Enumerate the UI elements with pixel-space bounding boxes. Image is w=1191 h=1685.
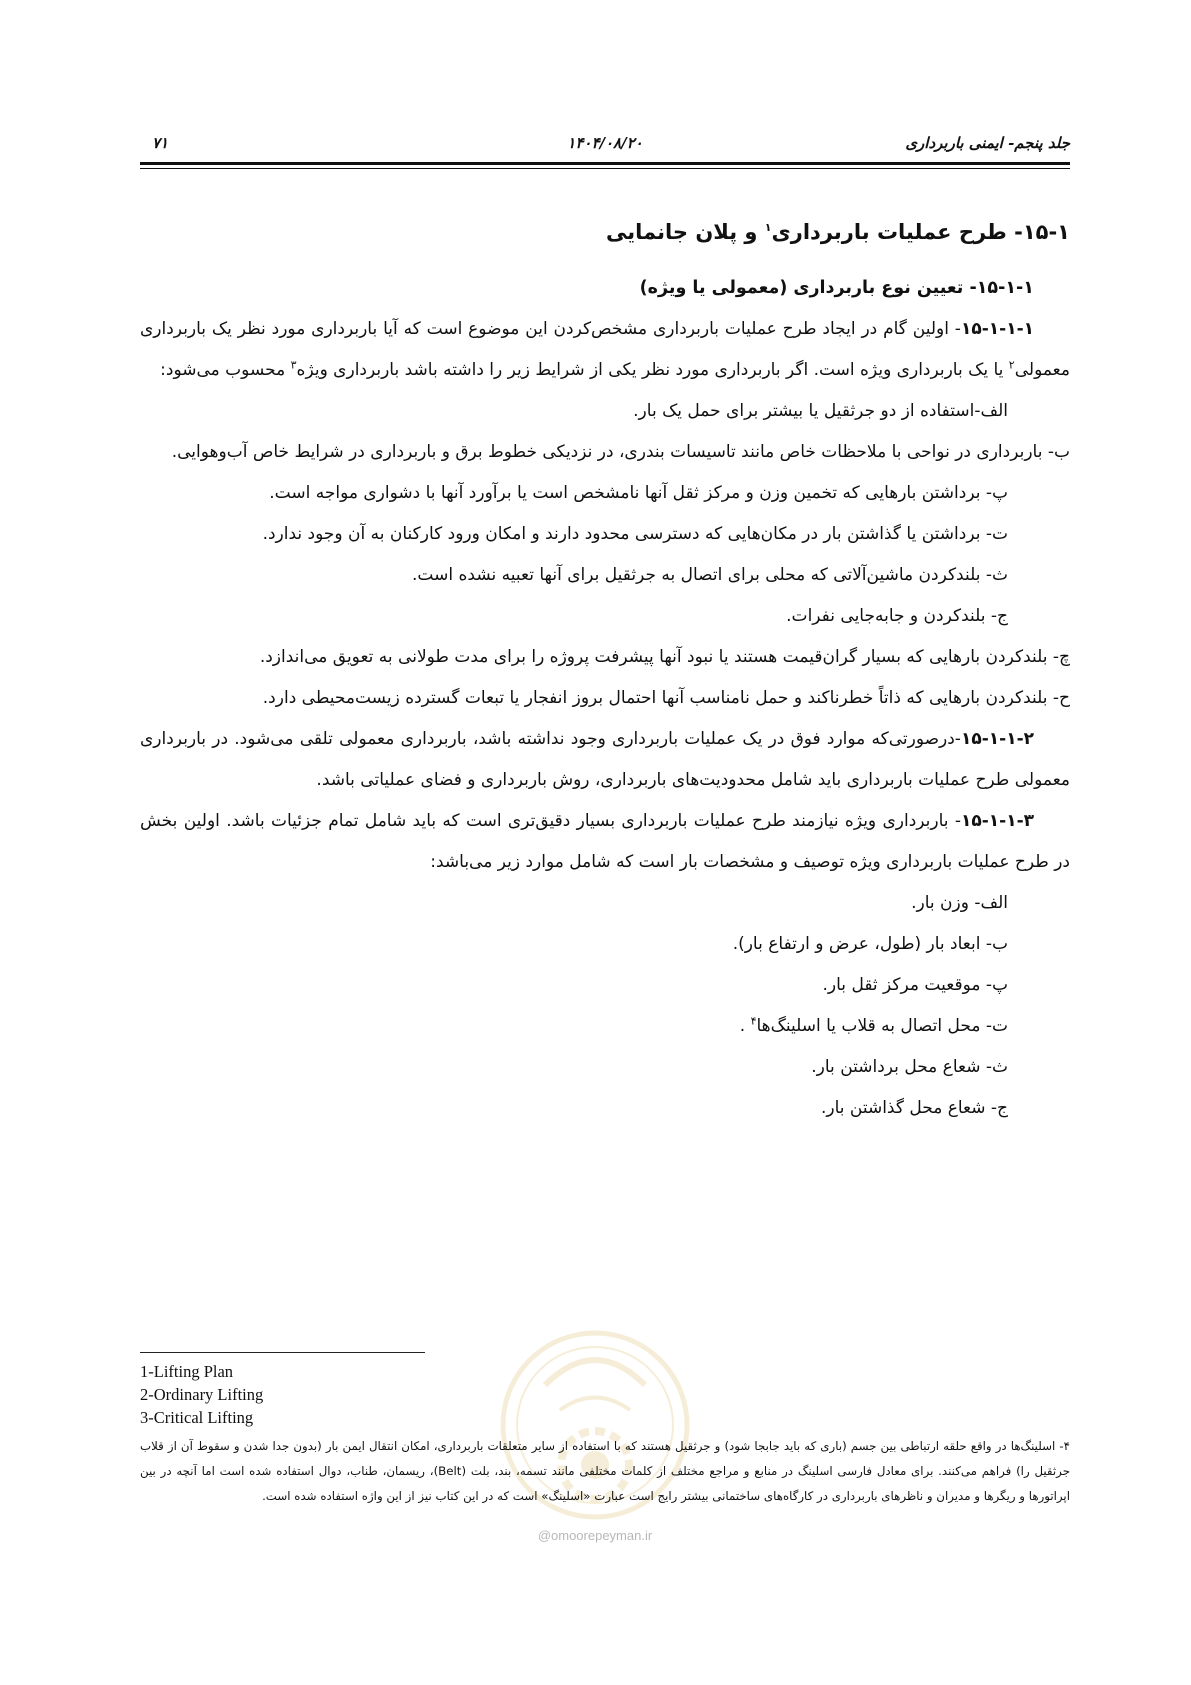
book-title: جلد پنجم- ایمنی باربرداری: [905, 134, 1070, 152]
footnote-ref-2[interactable]: ۲: [1008, 358, 1015, 372]
list-item: پ- موقعیت مرکز ثقل بار.: [822, 975, 1008, 995]
page-number: ۷۱: [152, 134, 169, 152]
footnote-ref-4[interactable]: ۴: [750, 1014, 757, 1028]
list-item: چ- بلندکردن بارهایی که بسیار گران‌قیمت هستند یا نبود آنها پیشرفت پروژه را برای مدت طولانی به تعویق می‌اندازد.: [259, 647, 1070, 667]
footnote-4: ۴- اسلینگ‌ها در واقع حلقه ارتباطی بین جسم (باری که باید جابجا شود) و جرثقیل هستند که با استفاده از سایر متعلقات باربرداری، امکان انتقال ایمن بار (بدون جدا شدن و سقوط آن از قلاب جرثقیل را) فراهم می‌کنند. برای معادل فارسی اسلینگ در منابع و مراجع مختلف از کلمات مختلفی مانند تسمه، بند، بلت (Belt)، ریسمان، طناب، دوال استفاده شده است اما آنچه در بین اپراتورها و ریگرها و مدیران و ناظرهای باربرداری در کارگاه‌های ساختمانی بیشتر رایج است عبارت «اسلینگ» است که در این کتاب نیز از این واژه استفاده شده است.: [140, 1439, 1070, 1503]
watermark-url: @omoorepeyman.ir: [537, 1528, 653, 1543]
paragraph-3: ۱۵-۱-۱-۳- باربرداری ویژه نیازمند طرح عملیات باربرداری بسیار دقیق‌تری است که باید شامل تمام جزئیات باشد. اولین بخش در طرح عملیات باربرداری ویژه توصیف و مشخصات بار است که شامل موارد زیر می‌باشد:: [140, 811, 1070, 872]
footnote-ref-1[interactable]: ۱: [764, 221, 772, 234]
list-item: الف-استفاده از دو جرثقیل یا بیشتر برای حمل یک بار.: [633, 401, 1008, 421]
list-item: الف- وزن بار.: [911, 893, 1008, 913]
list-item: ح- بلندکردن بارهایی که ذاتاً خطرناکند و حمل نامناسب آنها احتمال بروز انفجار یا تبعات گسترده زیست‌محیطی دارد.: [262, 688, 1070, 708]
header-date: ۱۴۰۴/۰۸/۲۰: [567, 134, 643, 152]
paragraph-1-number: ۱۵-۱-۱-۱: [960, 319, 1034, 339]
footnotes-english: [140, 1360, 540, 1429]
list-item: ب- ابعاد بار (طول، عرض و ارتفاع بار).: [732, 934, 1008, 954]
paragraph-3-number: ۱۵-۱-۱-۳: [960, 811, 1034, 831]
list-item: ج- بلندکردن و جابه‌جایی نفرات.: [786, 606, 1008, 626]
list-item: ج- شعاع محل گذاشتن بار.: [820, 1098, 1008, 1118]
list-item: ث- بلندکردن ماشین‌آلاتی که محلی برای اتصال به جرثقیل برای آنها تعبیه نشده است.: [412, 565, 1008, 585]
footnote-1: 1-Lifting Plan: [140, 1362, 234, 1381]
page-header: [140, 128, 1070, 158]
list-item: ت- برداشتن یا گذاشتن بار در مکان‌هایی که دسترسی محدود دارند و امکان ورود کارکنان به آن وجود ندارد.: [262, 524, 1008, 544]
list-item: ث- شعاع محل برداشتن بار.: [811, 1057, 1008, 1077]
header-rule-thin: [140, 168, 1070, 169]
list-item: پ- برداشتن بارهایی که تخمین وزن و مرکز ثقل آنها نامشخص است یا برآورد آنها با دشواری مواجه است.: [269, 483, 1008, 503]
header-rule-thick: [140, 162, 1070, 165]
section-heading: ۱۵-۱- طرح عملیات باربرداری$^۱$ و پلان جانمایی: [606, 220, 1070, 244]
document-body: [140, 208, 1070, 1129]
paragraph-2: ۱۵-۱-۱-۲-درصورتی‌که موارد فوق در یک عملیات باربرداری وجود نداشته باشد، باربرداری معمولی تلقی می‌شود. در باربرداری معمولی طرح عملیات باربرداری باید شامل محدودیت‌های باربرداری، روش باربرداری و فضای عملیاتی باشد.: [140, 729, 1070, 790]
paragraph-2-number: ۱۵-۱-۱-۲: [960, 729, 1034, 749]
footnote-3: 3-Critical Lifting: [140, 1408, 254, 1427]
footnote-2: 2-Ordinary Lifting: [140, 1385, 264, 1404]
paragraph-1: ۱۵-۱-۱-۱- اولین گام در ایجاد طرح عملیات باربرداری مشخص‌کردن این موضوع است که آیا باربرداری مورد نظر یک باربرداری معمولی$^۲$ یا یک باربرداری ویژه است. اگر باربرداری مورد نظر یکی از شرایط زیر را داشته باشد باربرداری ویژه$^۳$ محسوب می‌شود:: [140, 319, 1070, 380]
list-item: ت- محل اتصال به قلاب یا اسلینگ‌ها$^۴$ .: [739, 1014, 1008, 1036]
subsection-heading: ۱۵-۱-۱- تعیین نوع باربرداری (معمولی یا ویژه): [639, 278, 1034, 298]
footnote-separator: [140, 1352, 425, 1353]
footnote-ref-3[interactable]: ۳: [290, 358, 297, 372]
list-item: ب- باربرداری در نواحی با ملاحظات خاص مانند تاسیسات بندری، در نزدیکی خطوط برق و باربرداری در شرایط خاص آب‌وهوایی.: [171, 442, 1070, 462]
